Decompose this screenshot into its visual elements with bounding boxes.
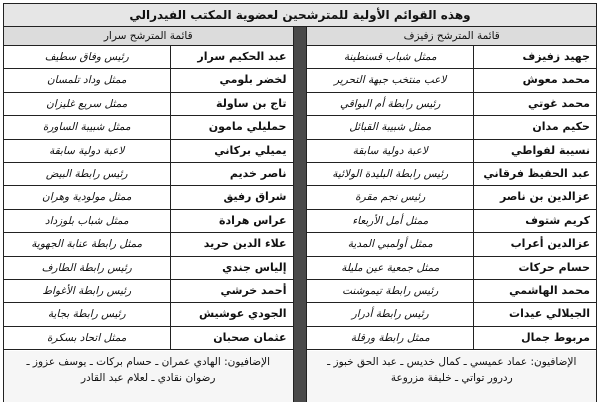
list-rows: [307, 46, 596, 351]
candidate-role: لاعبة دولية سابقة: [352, 144, 428, 157]
candidate-name: جهيد زفيزف: [473, 46, 596, 68]
candidate-role: رئيس رابطة البيض: [45, 167, 128, 180]
candidate-name: عبد الحفيظ فرقاني: [473, 163, 596, 185]
candidate-role: ممثل رابطة ورقلة: [350, 331, 430, 344]
candidate-name: شراق رفيق: [170, 186, 293, 208]
candidates-table: [3, 3, 597, 402]
candidate-role: ممثل شبيبة الساورة: [42, 121, 131, 134]
table-row: [307, 163, 596, 186]
candidate-role: رئيس رابطة أدرار: [351, 308, 429, 321]
table-row: [4, 303, 293, 326]
candidate-role: ممثل شبيبة القبائل: [349, 121, 432, 134]
candidate-role: لاعبة دولية سابقة: [49, 144, 125, 157]
table-row: [307, 210, 596, 233]
candidate-role: ممثل مولودية وهران: [42, 191, 132, 204]
candidate-name: محمد معوش: [473, 69, 596, 91]
table-row: [4, 233, 293, 256]
table-row: [307, 280, 596, 303]
table-row: [4, 210, 293, 233]
table-row: [307, 303, 596, 326]
table-row: [4, 93, 293, 116]
substitutes-note: الإضافيون: الهادي عمران ـ حسام بركات ـ يوسف عزوز ـ رضوان نقادي ـ لعلام عبد القادر: [4, 351, 293, 402]
candidate-role: رئيس رابطة تيموشنت: [342, 284, 439, 297]
candidate-name: كريم شتوف: [473, 210, 596, 232]
candidate-name: عزالدين بن ناصر: [473, 186, 596, 208]
substitutes-note: الإضافيون: عماد عميسي ـ كمال خديس ـ عبد الحق خبوز ـ ردرور تواتي ـ خليفة مزروعة: [307, 351, 596, 402]
candidate-role: ممثل جمعية عين مليلة: [341, 261, 440, 274]
table-row: [307, 46, 596, 69]
candidate-role: رئيس نجم مقرة: [355, 191, 426, 204]
candidate-name: مربوط جمال: [473, 327, 596, 349]
list-serrar: [4, 27, 293, 402]
candidate-role: رئيس رابطة أم البواقي: [339, 97, 441, 110]
table-title: وهذه القوائم الأولية للمترشحين لعضوية المكتب الفيدرالي: [4, 4, 596, 27]
candidate-name: الجيلالي عيدات: [473, 303, 596, 325]
candidate-name: الجودي عوشيش: [170, 303, 293, 325]
table-row: [307, 93, 596, 116]
candidate-role: رئيس رابطة الطارف: [41, 261, 132, 274]
table-row: [4, 327, 293, 350]
candidate-name: يميلي بركاني: [170, 140, 293, 162]
candidate-name: محمد الهاشمي: [473, 280, 596, 302]
list-zefizef: [307, 27, 596, 402]
lists-container: [4, 27, 596, 402]
table-row: [4, 69, 293, 92]
candidate-role: ممثل أولمبي المدية: [347, 238, 433, 251]
list-rows: [4, 46, 293, 351]
table-row: [307, 116, 596, 139]
candidate-role: رئيس وفاق سطيف: [44, 51, 129, 63]
column-divider: [293, 27, 308, 402]
candidate-role: ممثل شباب بلوزداد: [44, 214, 129, 227]
candidate-name: لخضر بلومي: [170, 69, 293, 91]
table-row: [4, 186, 293, 209]
table-row: [4, 116, 293, 139]
table-row: [307, 233, 596, 256]
candidate-role: ممثل اتحاد بسكرة: [47, 331, 127, 344]
table-row: [307, 186, 596, 209]
candidate-role: لاعب منتخب جبهة التحرير: [334, 74, 447, 87]
table-row: [307, 257, 596, 280]
candidate-role: ممثل وداد تلمسان: [46, 74, 127, 87]
candidate-name: علاء الدين حريد: [170, 233, 293, 255]
candidate-name: إلياس جندي: [170, 257, 293, 279]
candidate-role: رئيس رابطة بجاية: [47, 308, 126, 321]
table-row: [307, 140, 596, 163]
candidate-name: محمد غوتي: [473, 93, 596, 115]
table-row: [4, 163, 293, 186]
candidate-name: عبد الحكيم سرار: [170, 46, 293, 68]
candidate-name: عزالدين أعراب: [473, 233, 596, 255]
candidate-role: ممثل رابطة عنابة الجهوية: [31, 238, 143, 251]
candidate-role: رئيس رابطة الأغواط: [42, 284, 132, 297]
table-row: [4, 257, 293, 280]
candidate-name: نسيبة لفواطي: [473, 140, 596, 162]
candidate-name: حسام حركات: [473, 257, 596, 279]
candidate-role: ممثل شباب قسنطينة: [343, 51, 437, 63]
candidate-name: حكيم مدان: [473, 116, 596, 138]
candidate-name: عراس هرادة: [170, 210, 293, 232]
table-row: [4, 140, 293, 163]
candidate-role: ممثل أمل الأربعاء: [352, 214, 429, 227]
candidate-name: أحمد خرشي: [170, 280, 293, 302]
table-row: [307, 327, 596, 350]
table-row: [4, 46, 293, 69]
list-heading: قائمة المترشح سرار: [4, 27, 293, 46]
table-row: [307, 69, 596, 92]
candidate-name: تاج بن ساولة: [170, 93, 293, 115]
candidate-name: حمليلي مامون: [170, 116, 293, 138]
candidate-role: ممثل سريع غليزان: [46, 97, 128, 110]
list-heading: قائمة المترشح زفيزف: [307, 27, 596, 46]
table-row: [4, 280, 293, 303]
candidate-name: ناصر خديم: [170, 163, 293, 185]
candidate-name: عثمان صحبان: [170, 327, 293, 349]
candidate-role: رئيس رابطة البليدة الولائية: [332, 167, 449, 180]
